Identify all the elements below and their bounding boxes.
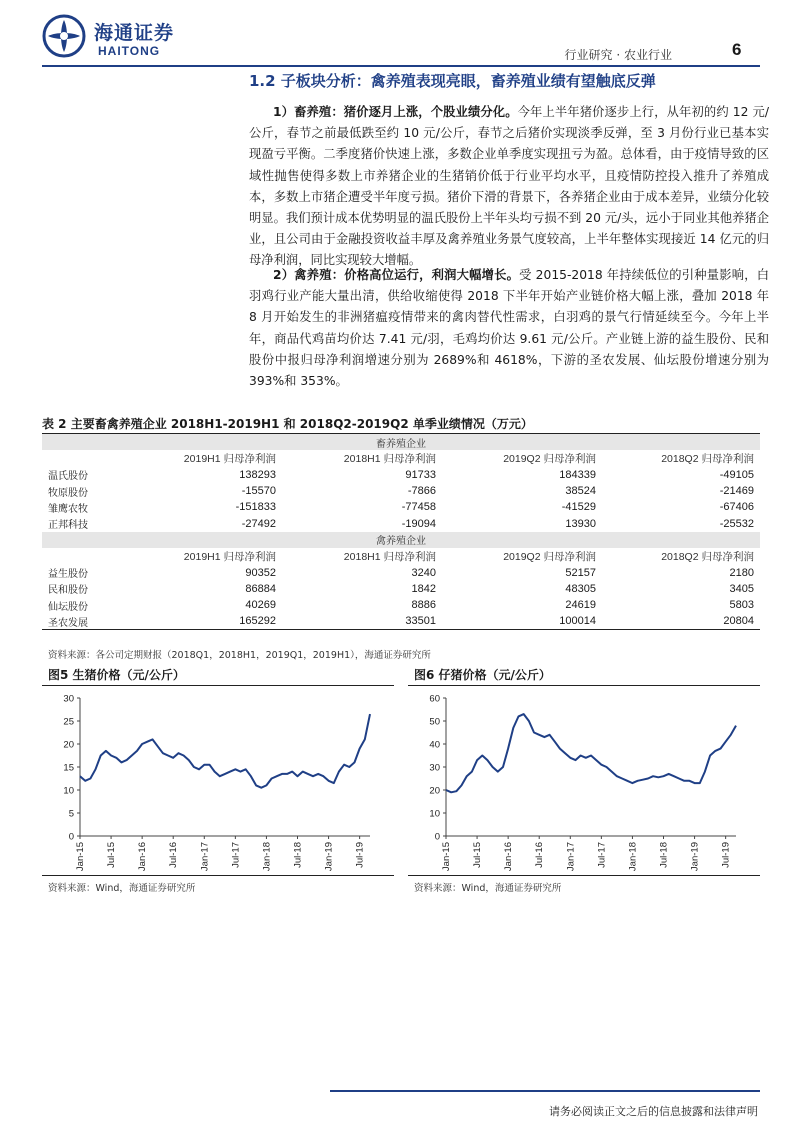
table-cell: 48305 xyxy=(565,582,596,595)
piglet-price-chart xyxy=(408,688,760,874)
table-cell: -41529 xyxy=(561,501,596,514)
y-tick-label: 20 xyxy=(63,739,74,751)
column-header: 2018H1 归母净利润 xyxy=(343,550,436,563)
table-row xyxy=(42,581,760,597)
table-cell: 165292 xyxy=(162,613,282,629)
table-cell: -27492 xyxy=(241,517,276,530)
paragraph-body: 受 2015-2018 年持续低位的引种量影响，白羽鸡行业产能大量出清，供给收缩使得 2018 下半年开始产业链价格大幅上涨，叠加 2018 年 8 月开始发生的非洲猪瘟疫情带来的禽肉替代性需求，白羽鸡的景气行情延续至今。今年上半年，商品代鸡苗均价达 7.41 元/羽，毛鸡均价达 9.61 元/公斤。产业链上游的益生股份、民和股份中报归母净利润增速分别为 2689%和 4618%，下游的圣农发展、仙坛股份增速分别为 393%和 353%。 xyxy=(249,268,769,389)
x-tick-label: Jul-19 xyxy=(354,842,366,868)
table-cell: -15570 xyxy=(241,485,276,498)
figure-6-title: 图6 仔猪价格（元/公斤） xyxy=(414,668,551,682)
x-tick-label: Jul-17 xyxy=(230,842,242,868)
figure-6-top-rule xyxy=(408,685,760,686)
table-cell: -21469 xyxy=(719,485,754,498)
company-name: 牧原股份 xyxy=(48,487,88,499)
table-header-row xyxy=(42,450,760,466)
company-name: 民和股份 xyxy=(48,585,88,597)
table-cell: 1842 xyxy=(411,582,436,595)
haitong-logo-icon xyxy=(42,14,86,58)
x-tick-label: Jul-15 xyxy=(472,842,484,868)
y-tick-label: 50 xyxy=(429,716,440,728)
x-tick-label: Jul-16 xyxy=(534,842,546,868)
x-tick-label: Jan-15 xyxy=(441,842,452,872)
company-name: 仙坛股份 xyxy=(48,601,88,613)
table-row xyxy=(42,564,760,580)
table-cell: -67406 xyxy=(719,501,754,514)
column-header: 2019Q2 归母净利润 xyxy=(503,550,596,563)
table-caption: 表 2 主要畜禽养殖企业 2018H1-2019H1 和 2018Q2-2019Q2 单季业绩情况（万元） xyxy=(42,417,533,431)
x-tick-label: Jan-17 xyxy=(565,842,577,872)
piglet-price-chart-svg xyxy=(408,688,760,874)
company-name: 圣农发展 xyxy=(42,613,162,629)
table-cell: 91733 xyxy=(405,468,436,481)
table-cell: 38524 xyxy=(565,485,596,498)
x-tick-label: Jan-19 xyxy=(323,842,335,872)
column-header: 2018Q2 归母净利润 xyxy=(661,550,754,563)
table-row xyxy=(42,467,760,483)
x-tick-label: Jul-19 xyxy=(720,842,732,868)
table-group-header xyxy=(42,434,760,450)
section-title: 1.2 子板块分析：禽养殖表现亮眼，畜养殖业绩有望触底反弹 xyxy=(249,72,656,90)
y-tick-label: 60 xyxy=(429,693,440,705)
company-name: 正邦科技 xyxy=(48,520,88,532)
table-cell: 13930 xyxy=(565,517,596,530)
table-cell: 24619 xyxy=(565,599,596,612)
column-header: 2018Q2 归母净利润 xyxy=(661,452,754,465)
y-tick-label: 30 xyxy=(63,693,74,705)
series-line xyxy=(80,714,370,788)
x-tick-label: Jan-15 xyxy=(75,842,86,872)
report-section-label: 行业研究 · 农业行业 xyxy=(564,48,672,62)
table-cell: 90352 xyxy=(245,566,276,579)
table-cell: 40269 xyxy=(245,599,276,612)
table-cell: 33501 xyxy=(282,613,442,629)
table-cell: -25532 xyxy=(719,517,754,530)
y-tick-label: 0 xyxy=(68,831,74,843)
table-cell: -49105 xyxy=(719,468,754,481)
paragraph-poultry xyxy=(249,265,769,392)
x-tick-label: Jan-17 xyxy=(199,842,211,872)
table-row xyxy=(42,613,760,629)
y-tick-label: 30 xyxy=(429,762,440,774)
y-tick-label: 10 xyxy=(429,808,440,820)
table-cell: 3405 xyxy=(729,582,754,595)
y-tick-label: 15 xyxy=(63,762,74,774)
figure-5-bottom-rule xyxy=(42,875,394,876)
paragraph-lead: 1）畜养殖：猪价逐月上涨，个股业绩分化。 xyxy=(273,105,518,119)
table-row xyxy=(42,515,760,531)
figure-5-top-rule xyxy=(42,685,394,686)
table-cell: 3240 xyxy=(411,566,436,579)
table-cell: 100014 xyxy=(442,613,602,629)
table-cell: 5803 xyxy=(729,599,754,612)
column-header: 2018H1 归母净利润 xyxy=(343,452,436,465)
paragraph-livestock xyxy=(249,102,769,272)
table-cell: 138293 xyxy=(239,468,276,481)
company-name: 雏鹰农牧 xyxy=(48,503,88,515)
figure-6-bottom-rule xyxy=(408,875,760,876)
haitong-logo xyxy=(42,14,192,64)
x-tick-label: Jul-18 xyxy=(658,842,670,868)
logo-text-en: HAITONG xyxy=(98,44,161,58)
table-cell: -77458 xyxy=(401,501,436,514)
paragraph-body: 今年上半年猪价逐步上行，从年初的约 12 元/公斤，春节之前最低跌至约 10 元/公斤，春节之后猪价实现淡季反弹，至 3 月份行业已基本实现盈亏平衡。二季度猪价快速上涨，多数企业单季度实现扭亏为盈。总体看，由于疫情导致的区域性抛售使得多数上市养猪企业的生猪销价低于行业平均水平，且疫情防控投入推升了养殖成本，多数上市猪企遭受半年度亏损。猪价下滑的背景下，各养猪企业由于成本差异，业绩分化较明显。我们预计成本优势明显的温氏股份上半年头均亏损不到 20 元/头，远小于同业其他养猪企业，且公司由于金融投资收益丰厚及禽养殖业务景气度较高，上半年整体实现接近 14 亿元的归母净利润，同比实现较大增幅。 xyxy=(249,105,769,268)
table-row xyxy=(42,499,760,515)
table-cell: -19094 xyxy=(401,517,436,530)
footer-divider xyxy=(330,1090,760,1092)
company-name: 益生股份 xyxy=(48,569,88,581)
performance-table xyxy=(42,434,760,630)
logo-text-cn: 海通证券 xyxy=(94,22,175,44)
hog-price-chart-svg xyxy=(42,688,394,874)
table-group-header xyxy=(42,532,760,548)
table-row xyxy=(42,597,760,613)
y-tick-label: 0 xyxy=(434,831,440,843)
table-cell: 52157 xyxy=(565,566,596,579)
figure-5-title: 图5 生猪价格（元/公斤） xyxy=(48,668,185,682)
table-row xyxy=(42,483,760,499)
x-tick-label: Jul-18 xyxy=(292,842,304,868)
figure-6-source: 资料来源：Wind，海通证券研究所 xyxy=(414,883,562,894)
series-line xyxy=(446,714,736,792)
table-cell: 8886 xyxy=(411,599,436,612)
table-header-row xyxy=(42,548,760,564)
header-divider xyxy=(42,65,760,67)
x-tick-label: Jan-18 xyxy=(261,842,273,872)
table-cell: -7866 xyxy=(407,485,436,498)
y-tick-label: 25 xyxy=(63,716,74,728)
table-cell: 184339 xyxy=(559,468,596,481)
page-number: 6 xyxy=(732,40,742,59)
x-tick-label: Jul-16 xyxy=(168,842,180,868)
y-tick-label: 5 xyxy=(68,808,74,820)
table-source: 资料来源：各公司定期财报（2018Q1，2018H1，2019Q1，2019H1），海通证券研究所 xyxy=(48,650,431,661)
x-tick-label: Jan-18 xyxy=(627,842,639,872)
x-tick-label: Jul-17 xyxy=(596,842,608,868)
table-cell: 2180 xyxy=(729,566,754,579)
column-header: 2019H1 归母净利润 xyxy=(183,550,276,563)
figure-5-source: 资料来源：Wind，海通证券研究所 xyxy=(48,883,196,894)
y-tick-label: 20 xyxy=(429,785,440,797)
table-cell: 86884 xyxy=(245,582,276,595)
table-cell: -151833 xyxy=(235,501,276,514)
column-header: 2019Q2 归母净利润 xyxy=(503,452,596,465)
x-tick-label: Jan-19 xyxy=(689,842,701,872)
hog-price-chart xyxy=(42,688,394,874)
y-tick-label: 10 xyxy=(63,785,74,797)
table-cell: 20804 xyxy=(602,613,760,629)
group-label: 禽养殖企业 xyxy=(42,532,760,548)
paragraph-lead: 2）禽养殖：价格高位运行，利润大幅增长。 xyxy=(273,268,520,282)
footer-disclaimer: 请务必阅读正文之后的信息披露和法律声明 xyxy=(549,1105,758,1118)
x-tick-label: Jan-16 xyxy=(137,842,149,872)
y-tick-label: 40 xyxy=(429,739,440,751)
group-label: 畜养殖企业 xyxy=(42,434,760,450)
x-tick-label: Jul-15 xyxy=(106,842,118,868)
company-name: 温氏股份 xyxy=(48,471,88,483)
column-header: 2019H1 归母净利润 xyxy=(183,452,276,465)
x-tick-label: Jan-16 xyxy=(503,842,515,872)
